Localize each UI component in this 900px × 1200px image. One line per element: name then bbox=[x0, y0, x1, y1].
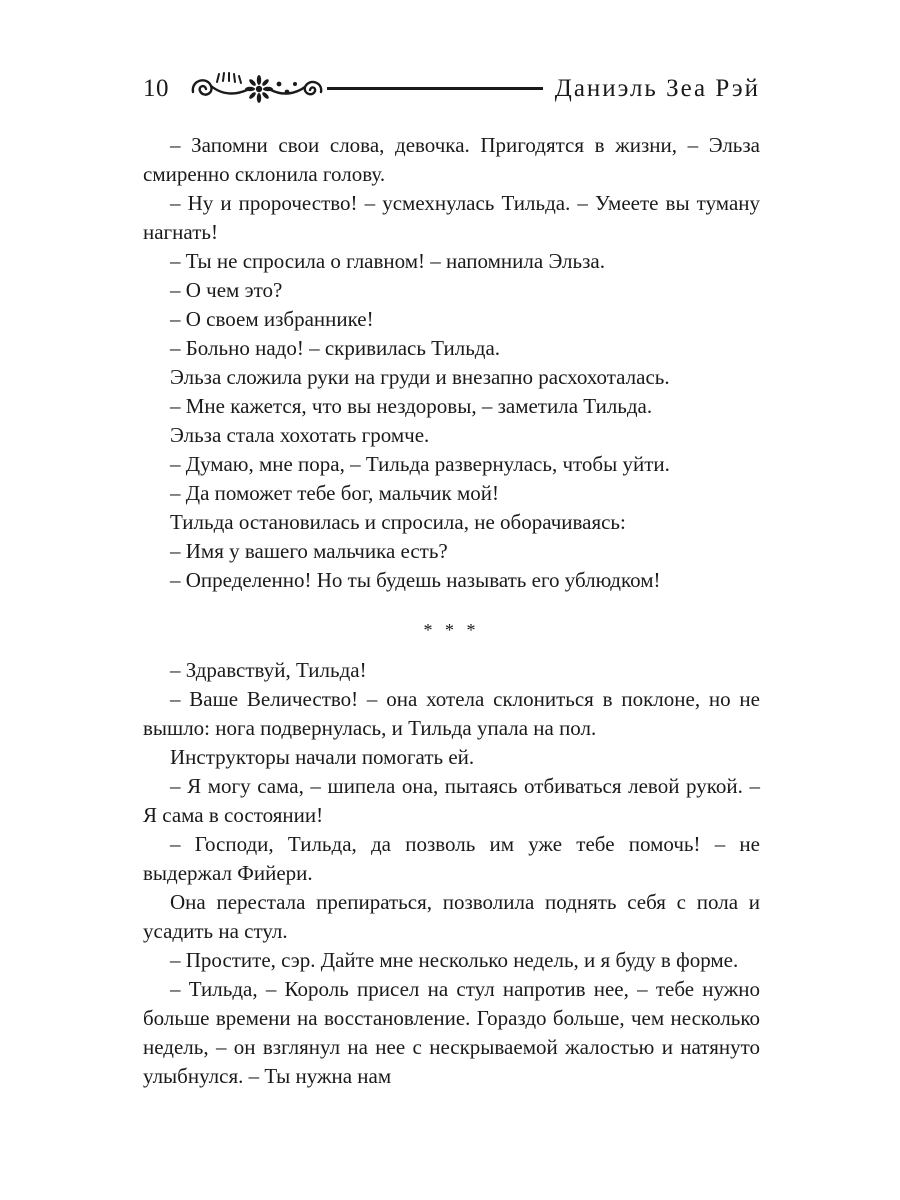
paragraph: – О своем избраннике! bbox=[170, 307, 374, 331]
section-separator: * * * bbox=[423, 620, 480, 640]
paragraph: Инструкторы начали помогать ей. bbox=[170, 745, 475, 769]
paragraph: – Думаю, мне пора, – Тильда развернулась, чтобы уйти. bbox=[170, 452, 670, 476]
paragraph: – Тильда, – Король присел на стул напротив нее, – тебе нужно больше времени на восстановление. Гораздо больше, чем несколько недель, – он взглянул на нее с нескрываемой жалостью и натянуто улыбнулся. – Ты нужна нам bbox=[143, 977, 760, 1088]
floral-ornament-icon bbox=[187, 70, 327, 106]
paragraph: – Простите, сэр. Дайте мне несколько недель, и я буду в форме. bbox=[170, 948, 739, 972]
paragraph: Она перестала препираться, позволила поднять себя с пола и усадить на стул. bbox=[143, 890, 760, 943]
paragraph: Тильда остановилась и спросила, не оборачиваясь: bbox=[170, 510, 626, 534]
paragraph: – О чем это? bbox=[170, 278, 283, 302]
paragraph: – Да поможет тебе бог, мальчик мой! bbox=[170, 481, 500, 505]
paragraph: Эльза сложила руки на груди и внезапно расхохоталась. bbox=[170, 365, 670, 389]
paragraph: – Я могу сама, – шипела она, пытаясь отбиваться левой рукой. – Я сама в состоянии! bbox=[143, 774, 760, 827]
paragraph: Эльза стала хохотать громче. bbox=[170, 423, 430, 447]
paragraph: – Ты не спросила о главном! – напомнила Эльза. bbox=[170, 249, 605, 273]
paragraph: – Ваше Величество! – она хотела склониться в поклоне, но не вышло: нога подвернулась, и Тильда упала на пол. bbox=[143, 687, 760, 740]
paragraph: – Больно надо! – скривилась Тильда. bbox=[170, 336, 501, 360]
paragraph: – Запомни свои слова, девочка. Пригодятся в жизни, – Эльза смиренно склонила голову. bbox=[143, 133, 760, 186]
paragraph: – Имя у вашего мальчика есть? bbox=[170, 539, 448, 563]
paragraph: – Мне кажется, что вы нездоровы, – заметила Тильда. bbox=[170, 394, 653, 418]
running-author: Даниэль Зеа Рэй bbox=[554, 74, 760, 102]
paragraph: – Господи, Тильда, да позволь им уже тебе помочь! – не выдержал Фийери. bbox=[143, 832, 760, 885]
paragraph: – Ну и пророчество! – усмехнулась Тильда. – Умеете вы туману нагнать! bbox=[143, 191, 760, 244]
page-number: 10 bbox=[143, 74, 169, 102]
header-rule bbox=[327, 87, 543, 90]
running-header bbox=[143, 66, 760, 110]
body-text bbox=[143, 131, 760, 1091]
paragraph: – Здравствуй, Тильда! bbox=[170, 658, 367, 682]
paragraph: – Определенно! Но ты будешь называть его ублюдком! bbox=[170, 568, 661, 592]
